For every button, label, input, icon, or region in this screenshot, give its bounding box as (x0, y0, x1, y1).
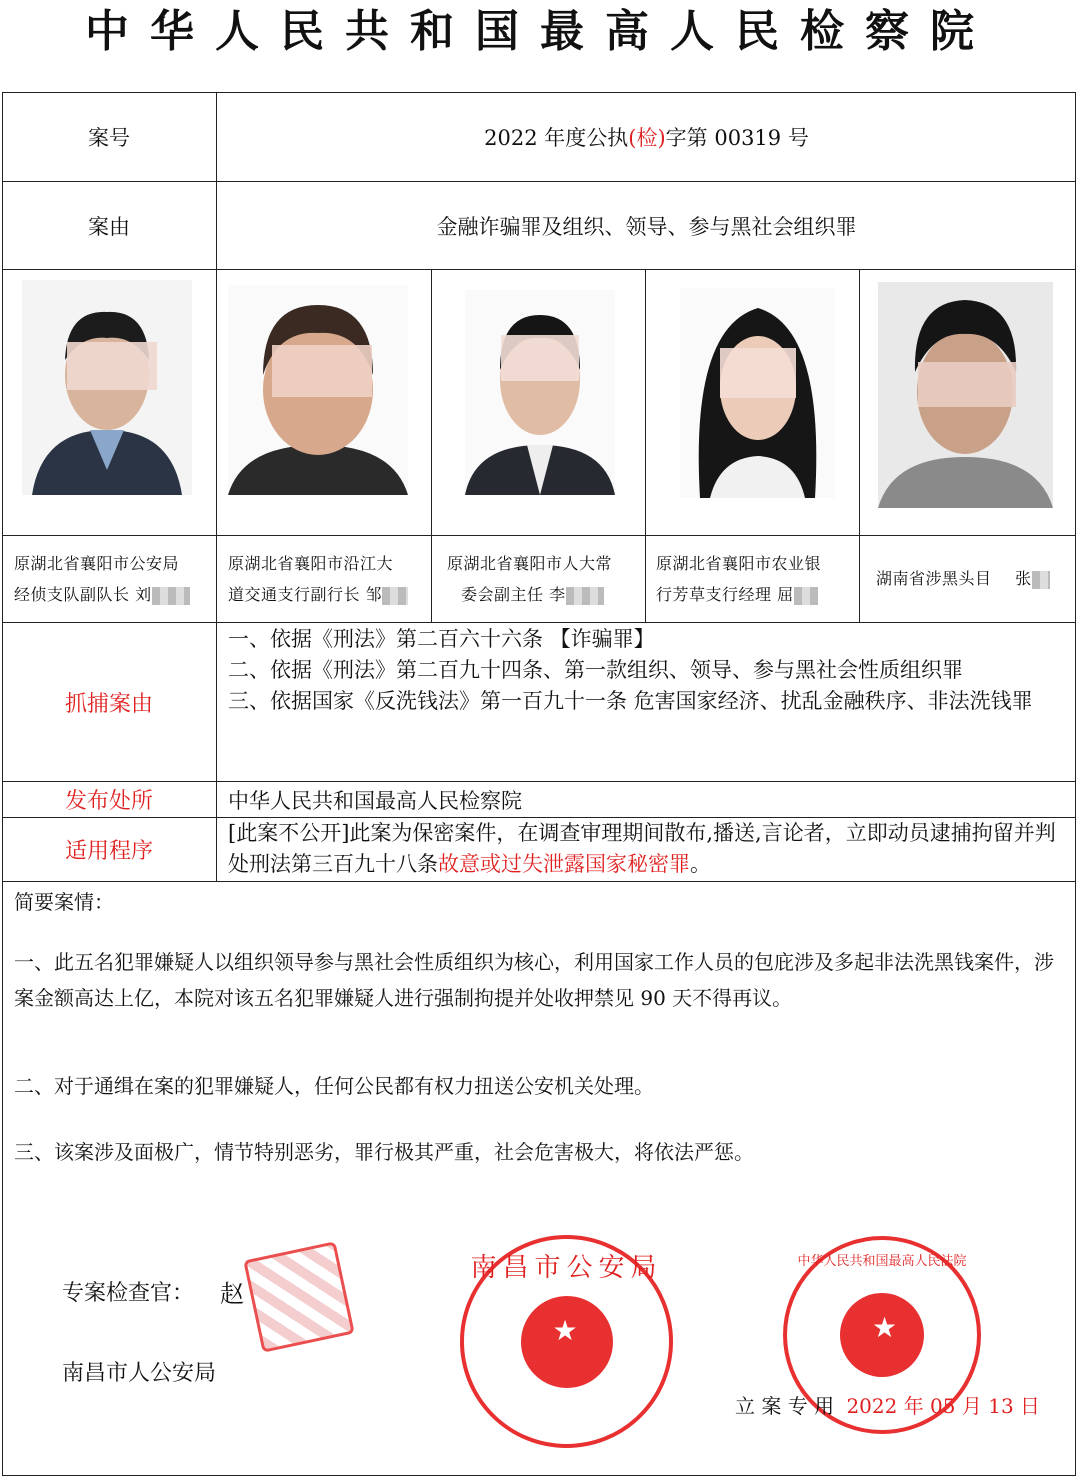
officer-name: 赵 (220, 1280, 244, 1308)
suspect-photo-5 (878, 282, 1053, 508)
procedure-label: 适用程序 (64, 839, 153, 864)
redacted-name (152, 587, 190, 605)
filing-label: 立 案 专 用 (735, 1394, 835, 1418)
suspect-photo-1 (22, 280, 192, 495)
procuratorate-seal-text: 中华人民共和国最高人民法院 (797, 1254, 967, 1269)
police-seal-text: 南昌市公安局 (470, 1253, 663, 1283)
officer-label: 专案检查官： (62, 1281, 195, 1306)
redacted-name (794, 587, 818, 605)
arrest-grounds (228, 624, 1070, 717)
divider (2, 881, 1076, 882)
issuer-label: 发布处所 (64, 789, 153, 814)
national-emblem-icon (840, 1293, 924, 1377)
suspect-caption-line1: 原湖北省襄阳市公安局 (14, 554, 180, 573)
filing-date-value: 2022 年 05 月 13 日 (846, 1394, 1041, 1418)
suspect-caption-1 (14, 548, 214, 610)
case-cause-value: 金融诈骗罪及组织、领导、参与黑社会组织罪 (436, 214, 857, 239)
suspect-caption-5 (876, 563, 1074, 594)
suspect-caption-4 (656, 548, 856, 610)
suspect-photo-3 (465, 290, 615, 495)
case-number-prefix: 2022 年度公执 (484, 125, 629, 150)
divider (859, 269, 860, 622)
arrest-ground-3: 三、依据国家《反洗钱法》第一百九十一条 危害国家经济、扰乱金融秩序、非法洗钱罪 (228, 689, 1033, 713)
suspect-caption-line2: 张 (1015, 569, 1032, 588)
suspect-caption-2 (228, 548, 428, 610)
bureau-name: 南昌市人公安局 (62, 1361, 217, 1386)
case-number-label: 案号 (88, 125, 130, 150)
suspect-photo-4 (680, 288, 835, 498)
procedure-crime: 故意或过失泄露国家秘密罪 (438, 852, 690, 876)
signature-stamp (243, 1241, 354, 1352)
suspect-caption-line2: 委会副主任 李 (461, 585, 566, 604)
procedure-end: 。 (690, 852, 711, 876)
divider (2, 269, 1076, 270)
suspect-caption-line1: 原湖北省襄阳市农业银 (656, 554, 822, 573)
summary-heading: 简要案情： (14, 890, 114, 914)
arrest-ground-2: 二、依据《刑法》第二百九十四条、第一款组织、领导、参与黑社会性质组织罪 (228, 658, 963, 682)
divider (431, 269, 432, 622)
suspect-caption-line2: 行芳草支行经理 屈 (656, 585, 794, 604)
summary-paragraph-3: 三、该案涉及面极广，情节特别恶劣，罪行极其严重，社会危害极大，将依法严惩。 (14, 1140, 754, 1164)
divider (645, 269, 646, 622)
case-number-mark: (检) (628, 125, 666, 150)
suspect-caption-3 (447, 548, 642, 610)
suspect-caption-line1: 湖南省涉黑头目 (876, 569, 992, 588)
summary-paragraph-2: 二、对于通缉在案的犯罪嫌疑人，任何公民都有权力扭送公安机关处理。 (14, 1074, 654, 1098)
case-number-suffix: 字第 00319 号 (665, 125, 809, 150)
suspect-photo-2 (228, 285, 408, 495)
issuer-value: 中华人民共和国最高人民检察院 (228, 788, 522, 813)
procedure-body: [此案不公开]此案为保密案件，在调查审理期间散布,播送,言论者，立即动员逮捕拘留并判处刑法第三百九十八条 (228, 821, 1056, 876)
filing-date (735, 1390, 1040, 1419)
police-seal (460, 1235, 673, 1448)
suspect-caption-line2: 道交通支行副行长 邹 (228, 585, 383, 604)
document-title: 中华人民共和国最高人民检察院 (85, 6, 995, 57)
suspect-caption-line1: 原湖北省襄阳市人大常 (447, 554, 613, 573)
redacted-name (382, 587, 408, 605)
procedure-text (228, 818, 1070, 880)
arrest-label: 抓捕案由 (64, 691, 153, 717)
suspect-caption-line1: 原湖北省襄阳市沿江大 (228, 554, 394, 573)
arrest-ground-1: 一、依据《刑法》第二百六十六条 【诈骗罪】 (228, 627, 655, 651)
summary-paragraph-1: 一、此五名犯罪嫌疑人以组织领导参与黑社会性质组织为核心，利用国家工作人员的包庇涉及多起非法洗黑钱案件，涉案金额高达上亿，本院对该五名犯罪嫌疑人进行强制拘提并处收押禁见 90 天不得再议。 (14, 950, 1054, 1010)
case-cause-label: 案由 (88, 214, 130, 239)
divider (2, 535, 1076, 536)
redacted-name (566, 587, 604, 605)
national-emblem-icon (521, 1296, 613, 1388)
case-number-value (217, 92, 1076, 181)
suspect-caption-line2: 经侦支队副队长 刘 (14, 585, 152, 604)
redacted-name (1032, 571, 1050, 589)
